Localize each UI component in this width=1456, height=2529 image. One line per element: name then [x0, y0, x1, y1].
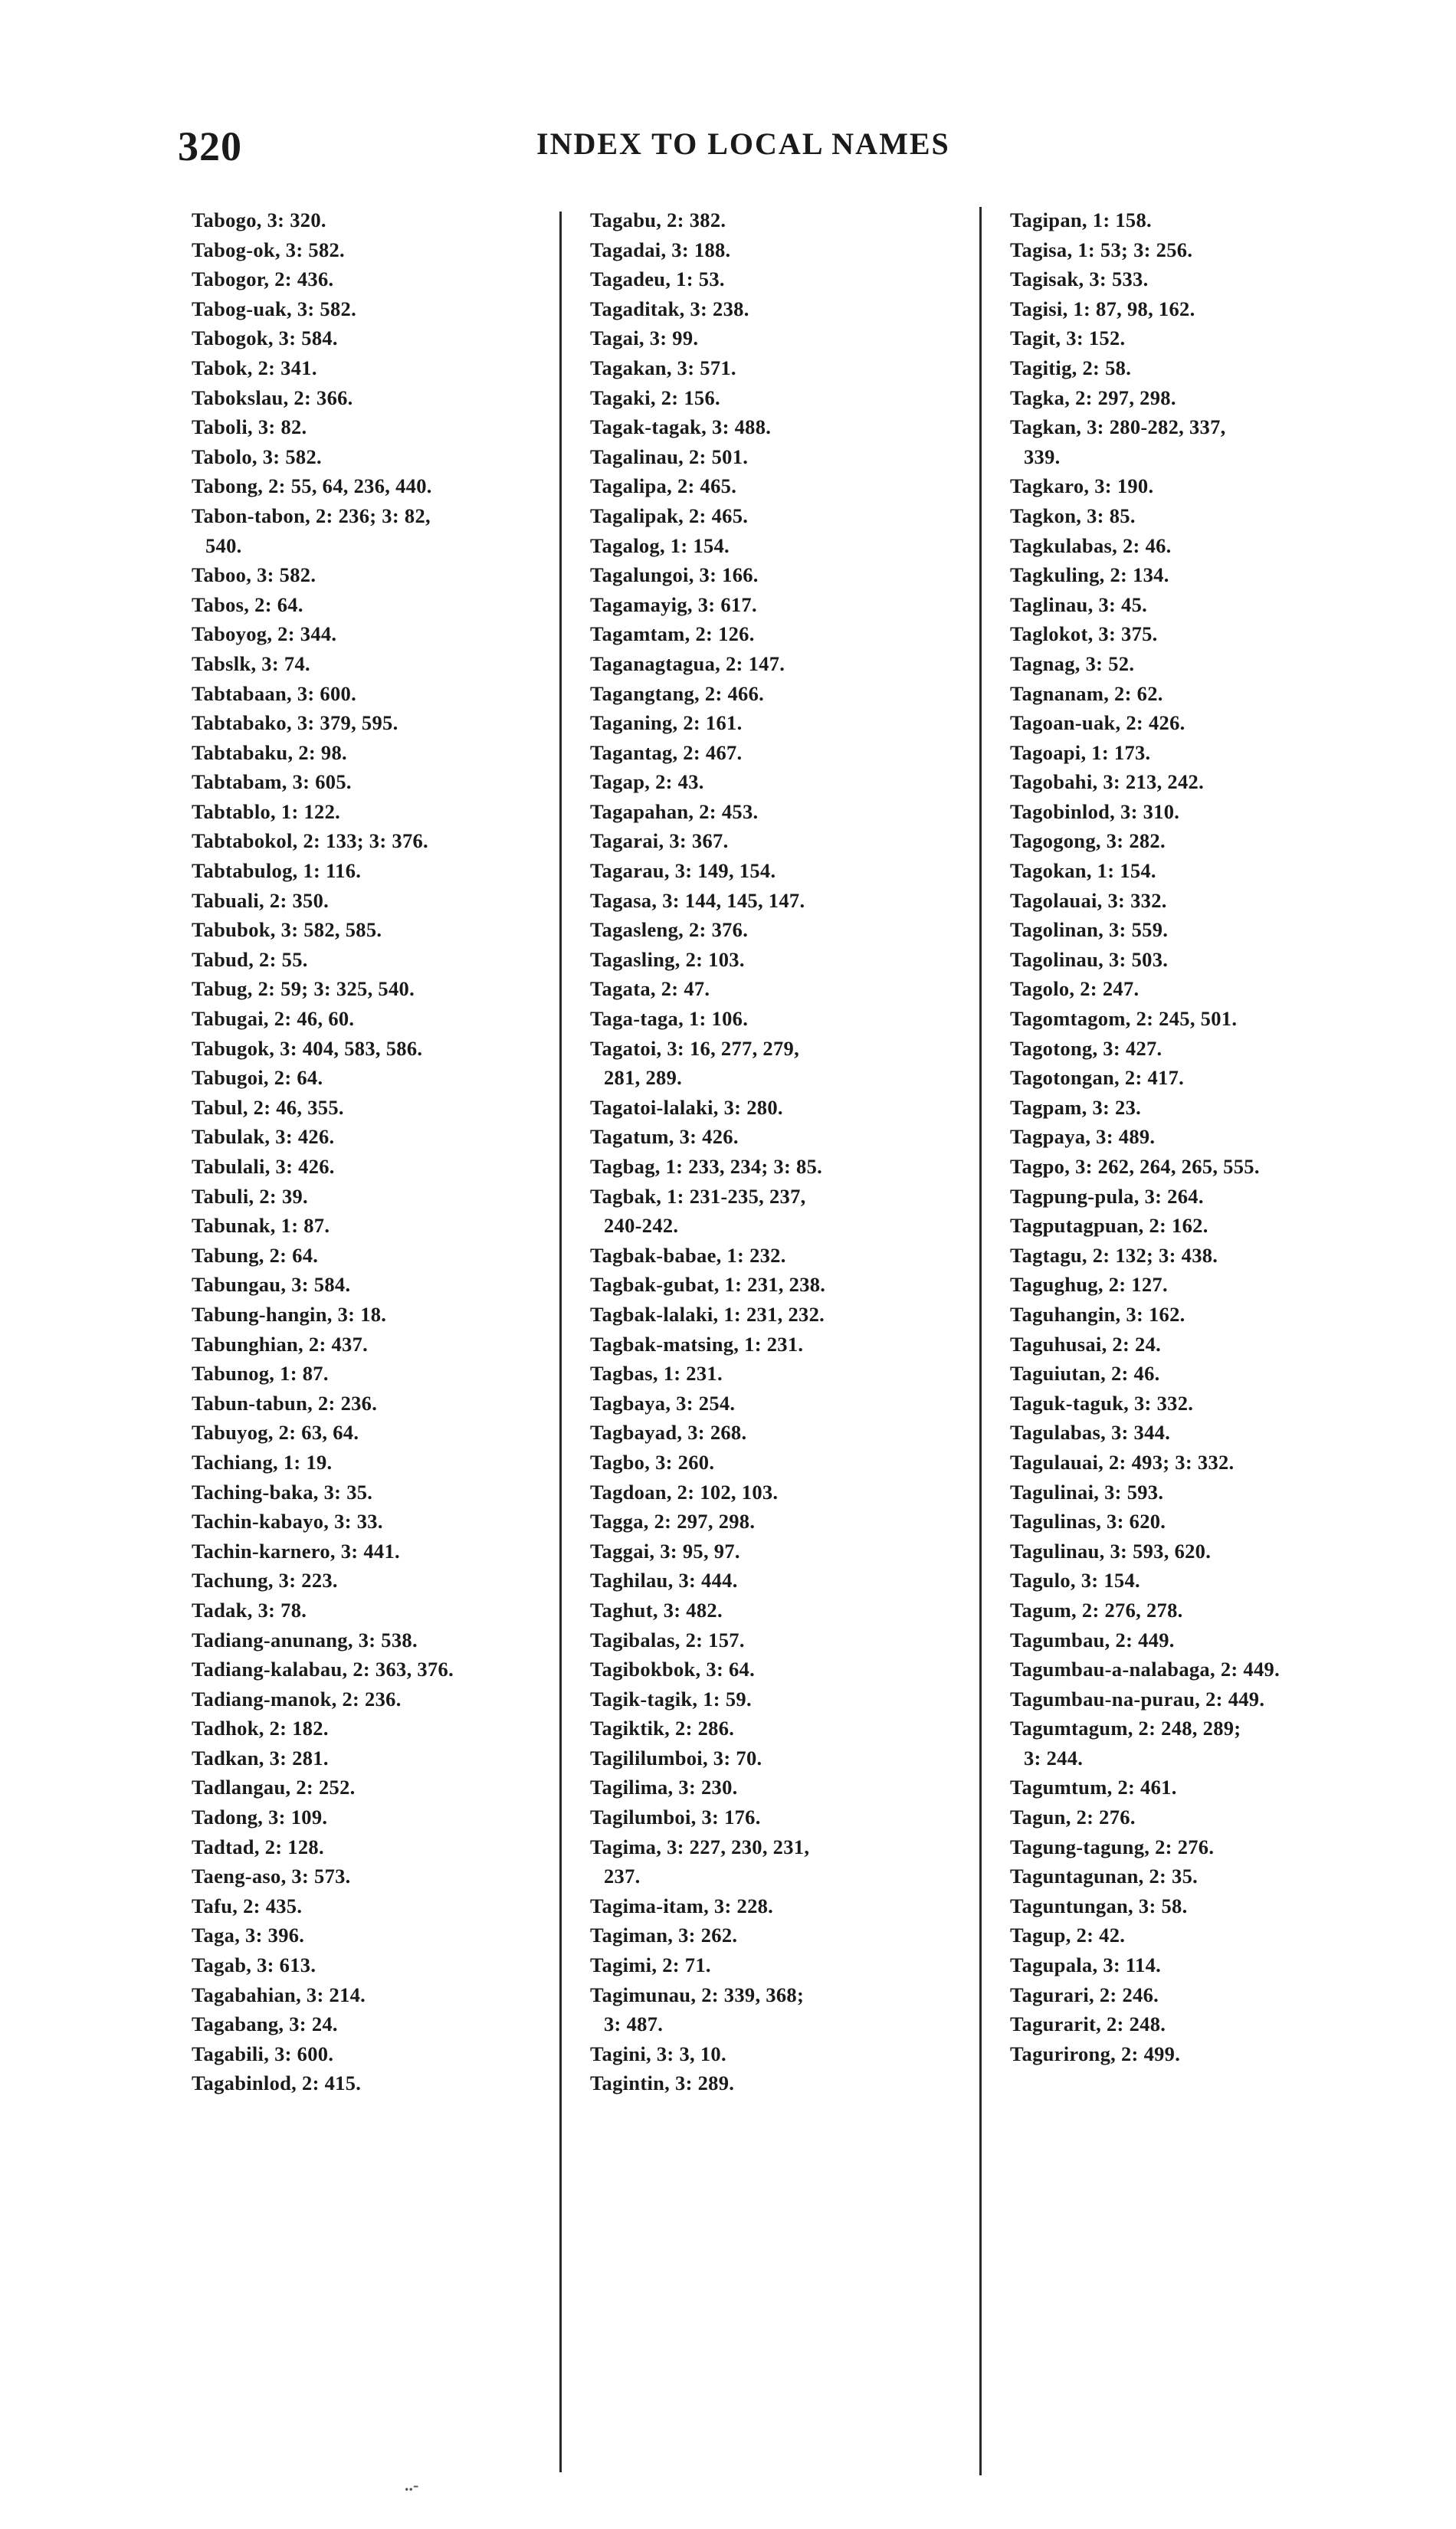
index-entry: Tagalungoi, 3: 166. — [590, 563, 759, 587]
index-entry: Tachin-kabayo, 3: 33. — [192, 1510, 383, 1533]
index-entry: Tagupala, 3: 114. — [1010, 1953, 1162, 1977]
index-entry: Tagantag, 2: 467. — [590, 740, 743, 764]
index-entry: Tagamtam, 2: 126. — [590, 622, 755, 646]
index-entry: Tabogor, 2: 436. — [192, 267, 334, 291]
index-entry-continuation: 540. — [205, 533, 242, 557]
index-entry: Tagisak, 3: 533. — [1010, 267, 1149, 291]
index-entry: Taguntagunan, 2: 35. — [1010, 1865, 1199, 1888]
index-entry: Taga, 3: 396. — [192, 1924, 305, 1947]
index-entry: Tagulabas, 3: 344. — [1010, 1421, 1171, 1445]
index-entry: Tagdoan, 2: 102, 103. — [590, 1480, 779, 1504]
index-entry: Tagabili, 3: 600. — [192, 2042, 334, 2065]
index-entry: Tagisa, 1: 53; 3: 256. — [1010, 238, 1193, 261]
index-entry: Tagintin, 3: 289. — [590, 2071, 735, 2095]
index-entry: Tagkuling, 2: 134. — [1010, 563, 1169, 587]
index-entry-continuation: 237. — [604, 1865, 641, 1888]
index-entry: Tagulo, 3: 154. — [1010, 1569, 1140, 1593]
index-entry: Tagatoi-lalaki, 3: 280. — [590, 1095, 783, 1119]
index-entry: Tabtabaku, 2: 98. — [192, 740, 347, 764]
index-entry: Taboo, 3: 582. — [192, 563, 316, 587]
index-entry: Tabolo, 3: 582. — [192, 444, 322, 468]
index-entry: Tagalinau, 2: 501. — [590, 444, 749, 468]
index-entry: Tagokan, 1: 154. — [1010, 859, 1156, 883]
index-entry: Tagolo, 2: 247. — [1010, 977, 1140, 1001]
index-entry: Tagakan, 3: 571. — [590, 356, 736, 379]
index-entry: Tagangtang, 2: 466. — [590, 681, 765, 705]
index-entry: Tagpung-pula, 3: 264. — [1010, 1184, 1204, 1208]
index-entry: Tagimunau, 2: 339, 368; — [590, 1983, 805, 2006]
index-entry: Tabunak, 1: 87. — [192, 1214, 330, 1238]
index-entry: Tagumtagum, 2: 248, 289; — [1010, 1717, 1241, 1740]
index-entry: Tagibalas, 2: 157. — [590, 1628, 745, 1652]
index-entry: Tagbak-gubat, 1: 231, 238. — [590, 1273, 826, 1297]
index-entry: Tabunog, 1: 87. — [192, 1362, 329, 1386]
index-entry: Tabugoi, 2: 64. — [192, 1066, 323, 1090]
index-column-2 — [590, 205, 996, 2098]
index-entry: Tagotongan, 2: 417. — [1010, 1066, 1185, 1090]
index-entry: Tabtablo, 1: 122. — [192, 799, 341, 823]
index-entry: Tagasling, 2: 103. — [590, 947, 745, 971]
index-entry: Taganagtagua, 2: 147. — [590, 651, 785, 675]
index-entry: Tagadai, 3: 188. — [590, 238, 731, 261]
index-entry: Tagarai, 3: 367. — [590, 829, 729, 853]
index-entry: Taeng-aso, 3: 573. — [192, 1865, 351, 1888]
index-entry: Tagka, 2: 297, 298. — [1010, 385, 1176, 409]
index-entry: Tabud, 2: 55. — [192, 947, 308, 971]
index-entry: Tagbak, 1: 231-235, 237, — [590, 1184, 806, 1208]
index-entry: Tabuyog, 2: 63, 64. — [192, 1421, 359, 1445]
index-entry: Tabtabam, 3: 605. — [192, 770, 352, 794]
index-entry: Tagughug, 2: 127. — [1010, 1273, 1168, 1297]
index-entry: Tadak, 3: 78. — [192, 1598, 307, 1622]
index-entry: Tabogo, 3: 320. — [192, 208, 326, 231]
index-entry: Tadkan, 3: 281. — [192, 1746, 329, 1770]
index-entry: Tagapahan, 2: 453. — [590, 799, 759, 823]
index-entry: Tagulinas, 3: 620. — [1010, 1510, 1166, 1533]
index-entry: Tagitig, 2: 58. — [1010, 356, 1132, 379]
index-entry: Tagap, 2: 43. — [590, 770, 704, 794]
index-entry-continuation: 240-242. — [604, 1214, 679, 1238]
index-entry: Tabul, 2: 46, 355. — [192, 1095, 344, 1119]
index-entry: Tagilima, 3: 230. — [590, 1776, 738, 1799]
index-entry: Tabulali, 3: 426. — [192, 1155, 335, 1178]
index-entry: Tabtabaan, 3: 600. — [192, 681, 357, 705]
index-entry: Tabulak, 3: 426. — [192, 1125, 335, 1149]
index-entry: Tagililumboi, 3: 70. — [590, 1746, 762, 1770]
index-entry: Tabogok, 3: 584. — [192, 326, 338, 350]
index-entry: Tagoapi, 1: 173. — [1010, 740, 1151, 764]
index-entry: Tagumbau-na-purau, 2: 449. — [1010, 1687, 1265, 1711]
footer-mark: ..- — [405, 2475, 419, 2495]
index-entry: Tagbo, 3: 260. — [590, 1450, 715, 1474]
index-entry: Tagiman, 3: 262. — [590, 1924, 738, 1947]
index-entry: Tagulauai, 2: 493; 3: 332. — [1010, 1450, 1235, 1474]
index-entry: Tagasa, 3: 144, 145, 147. — [590, 888, 805, 912]
index-entry: Tagalipa, 2: 465. — [590, 474, 737, 498]
index-entry: Tagbak-lalaki, 1: 231, 232. — [590, 1302, 825, 1326]
index-entry: Tagik-tagik, 1: 59. — [590, 1687, 752, 1711]
column-divider-2 — [979, 207, 982, 2475]
index-entry: Tabugok, 3: 404, 583, 586. — [192, 1036, 423, 1060]
index-entry: Taguhusai, 2: 24. — [1010, 1332, 1162, 1356]
page-number: 320 — [178, 123, 242, 169]
index-entry: Taboli, 3: 82. — [192, 415, 307, 439]
index-entry: Tagoan-uak, 2: 426. — [1010, 711, 1185, 735]
index-entry: Taguhangin, 3: 162. — [1010, 1302, 1185, 1326]
index-entry-continuation: 3: 244. — [1024, 1746, 1084, 1770]
index-entry: Tabtabulog, 1: 116. — [192, 859, 362, 883]
index-entry: Tabun-tabun, 2: 236. — [192, 1391, 378, 1415]
index-entry: Tabuli, 2: 39. — [192, 1184, 308, 1208]
index-entry: Tagumbau, 2: 449. — [1010, 1628, 1175, 1652]
index-entry: Tagumtum, 2: 461. — [1010, 1776, 1177, 1799]
index-entry: Tagimi, 2: 71. — [590, 1953, 711, 1977]
index-entry: Taboyog, 2: 344. — [192, 622, 337, 646]
index-entry: Tagolinau, 3: 503. — [1010, 947, 1169, 971]
index-entry: Tagkan, 3: 280-282, 337, — [1010, 415, 1226, 439]
index-entry: Tabog-uak, 3: 582. — [192, 297, 357, 320]
index-entry-continuation: 339. — [1024, 444, 1061, 468]
index-entry: Tagbas, 1: 231. — [590, 1362, 723, 1386]
index-entry: Tagima-itam, 3: 228. — [590, 1894, 774, 1917]
index-entry: Tafu, 2: 435. — [192, 1894, 303, 1917]
index-entry: Tabon-tabon, 2: 236; 3: 82, — [192, 504, 431, 527]
index-entry: Tachin-karnero, 3: 441. — [192, 1539, 400, 1563]
index-entry: Tagipan, 1: 158. — [1010, 208, 1152, 231]
index-entry: Tagbaya, 3: 254. — [590, 1391, 736, 1415]
index-entry: Tabunghian, 2: 437. — [192, 1332, 369, 1356]
index-entry: Taglokot, 3: 375. — [1010, 622, 1158, 646]
column-divider-1 — [559, 212, 562, 2472]
index-entry: Taghilau, 3: 444. — [590, 1569, 738, 1593]
index-entry: Tadtad, 2: 128. — [192, 1835, 324, 1858]
index-entry: Tagabinlod, 2: 415. — [192, 2071, 362, 2095]
index-entry: Tagbak-babae, 1: 232. — [590, 1243, 786, 1267]
index-entry: Tabokslau, 2: 366. — [192, 385, 353, 409]
index-entry: Tabtabako, 3: 379, 595. — [192, 711, 398, 735]
index-entry: Tagima, 3: 227, 230, 231, — [590, 1835, 810, 1858]
index-entry: Tagung-tagung, 2: 276. — [1010, 1835, 1215, 1858]
index-entry: Tagabang, 3: 24. — [192, 2012, 338, 2036]
index-entry: Tagit, 3: 152. — [1010, 326, 1126, 350]
index-entry: Tagpam, 3: 23. — [1010, 1095, 1142, 1119]
index-entry: Tagarau, 3: 149, 154. — [590, 859, 776, 883]
index-entry: Taggai, 3: 95, 97. — [590, 1539, 740, 1563]
index-entry: Tagurarit, 2: 248. — [1010, 2012, 1166, 2036]
index-entry: Taguntungan, 3: 58. — [1010, 1894, 1188, 1917]
index-entry: Tagak-tagak, 3: 488. — [590, 415, 772, 439]
index-entry: Tagulinai, 3: 593. — [1010, 1480, 1164, 1504]
index-entry: Tagadeu, 1: 53. — [590, 267, 725, 291]
index-entry: Tabok, 2: 341. — [192, 356, 317, 379]
index-entry: Tagbag, 1: 233, 234; 3: 85. — [590, 1155, 823, 1178]
index-entry: Tadong, 3: 109. — [192, 1806, 328, 1829]
index-entry: Taghut, 3: 482. — [590, 1598, 723, 1622]
index-entry-continuation: 3: 487. — [604, 2012, 664, 2036]
index-entry: Tadiang-manok, 2: 236. — [192, 1687, 402, 1711]
index-entry: Tadiang-kalabau, 2: 363, 376. — [192, 1658, 454, 1681]
index-entry: Tagolauai, 3: 332. — [1010, 888, 1167, 912]
index-entry: Tagkulabas, 2: 46. — [1010, 533, 1172, 557]
index-column-3 — [1010, 205, 1416, 2068]
index-entry: Tagaki, 2: 156. — [590, 385, 720, 409]
index-entry: Taganing, 2: 161. — [590, 711, 743, 735]
index-entry: Tagulinau, 3: 593, 620. — [1010, 1539, 1212, 1563]
index-entry: Tagurari, 2: 246. — [1010, 1983, 1159, 2006]
index-entry: Tagotong, 3: 427. — [1010, 1036, 1163, 1060]
index-entry: Tadiang-anunang, 3: 538. — [192, 1628, 418, 1652]
index-entry: Tagogong, 3: 282. — [1010, 829, 1166, 853]
index-entry: Tabubok, 3: 582, 585. — [192, 918, 382, 942]
index-entry: Tagbayad, 3: 268. — [590, 1421, 747, 1445]
index-entry: Tabung, 2: 64. — [192, 1243, 319, 1267]
index-entry: Tabugai, 2: 46, 60. — [192, 1007, 355, 1031]
index-entry: Tagasleng, 2: 376. — [590, 918, 749, 942]
index-entry: Tagumbau-a-nalabaga, 2: 449. — [1010, 1658, 1280, 1681]
index-entry-continuation: 281, 289. — [604, 1066, 683, 1090]
index-entry: Tagga, 2: 297, 298. — [590, 1510, 756, 1533]
index-column-1 — [192, 205, 598, 2098]
index-entry: Tagkon, 3: 85. — [1010, 504, 1136, 527]
index-entry: Tagobinlod, 3: 310. — [1010, 799, 1180, 823]
index-entry: Tachung, 3: 223. — [192, 1569, 338, 1593]
index-entry: Tabtabokol, 2: 133; 3: 376. — [192, 829, 428, 853]
index-entry: Tadlangau, 2: 252. — [192, 1776, 356, 1799]
index-entry: Tagatum, 3: 426. — [590, 1125, 739, 1149]
index-entry: Tagolinan, 3: 559. — [1010, 918, 1169, 942]
index-entry: Taglinau, 3: 45. — [1010, 592, 1148, 616]
index-entry: Tagalog, 1: 154. — [590, 533, 730, 557]
index-entry: Tagai, 3: 99. — [590, 326, 699, 350]
index-entry: Tagobahi, 3: 213, 242. — [1010, 770, 1205, 794]
index-entry: Tabungau, 3: 584. — [192, 1273, 351, 1297]
index-entry: Tagini, 3: 3, 10. — [590, 2042, 726, 2065]
index-entry: Tagamayig, 3: 617. — [590, 592, 757, 616]
index-entry: Tagun, 2: 276. — [1010, 1806, 1136, 1829]
index-entry: Tagputagpuan, 2: 162. — [1010, 1214, 1208, 1238]
index-entry: Tagpo, 3: 262, 264, 265, 555. — [1010, 1155, 1260, 1178]
index-entry: Tagup, 2: 42. — [1010, 1924, 1126, 1947]
index-entry: Tagisi, 1: 87, 98, 162. — [1010, 297, 1195, 320]
index-entry: Tagilumboi, 3: 176. — [590, 1806, 761, 1829]
index-entry: Tadhok, 2: 182. — [192, 1717, 329, 1740]
index-entry: Tagibokbok, 3: 64. — [590, 1658, 756, 1681]
index-entry: Tagum, 2: 276, 278. — [1010, 1598, 1183, 1622]
index-entry: Tabos, 2: 64. — [192, 592, 303, 616]
index-entry: Tagkaro, 3: 190. — [1010, 474, 1154, 498]
index-entry: Tagnanam, 2: 62. — [1010, 681, 1163, 705]
index-entry: Tagalipak, 2: 465. — [590, 504, 749, 527]
index-entry: Tabuali, 2: 350. — [192, 888, 330, 912]
index-entry: Tachiang, 1: 19. — [192, 1450, 333, 1474]
index-entry: Tagatoi, 3: 16, 277, 279, — [590, 1036, 800, 1060]
index-entry: Tagtagu, 2: 132; 3: 438. — [1010, 1243, 1218, 1267]
index-entry: Tabug, 2: 59; 3: 325, 540. — [192, 977, 415, 1001]
index-entry: Taga-taga, 1: 106. — [590, 1007, 749, 1031]
index-entry: Tagomtagom, 2: 245, 501. — [1010, 1007, 1238, 1031]
index-entry: Tagaditak, 3: 238. — [590, 297, 749, 320]
page-title: INDEX TO LOCAL NAMES — [536, 126, 950, 161]
index-entry: Tabog-ok, 3: 582. — [192, 238, 345, 261]
index-entry: Taguk-taguk, 3: 332. — [1010, 1391, 1194, 1415]
index-entry: Tagpaya, 3: 489. — [1010, 1125, 1156, 1149]
index-entry: Taching-baka, 3: 35. — [192, 1480, 373, 1504]
index-entry: Tabslk, 3: 74. — [192, 651, 310, 675]
index-entry: Taguiutan, 2: 46. — [1010, 1362, 1160, 1386]
index-entry: Tagata, 2: 47. — [590, 977, 710, 1001]
index-entry: Tabung-hangin, 3: 18. — [192, 1302, 387, 1326]
index-entry: Tagab, 3: 613. — [192, 1953, 316, 1977]
index-entry: Tagabu, 2: 382. — [590, 208, 726, 231]
index-entry: Tagurirong, 2: 499. — [1010, 2042, 1181, 2065]
index-entry: Tagiktik, 2: 286. — [590, 1717, 735, 1740]
index-entry: Tabong, 2: 55, 64, 236, 440. — [192, 474, 432, 498]
index-entry: Tagbak-matsing, 1: 231. — [590, 1332, 804, 1356]
index-entry: Tagnag, 3: 52. — [1010, 651, 1135, 675]
index-entry: Tagabahian, 3: 214. — [192, 1983, 366, 2006]
